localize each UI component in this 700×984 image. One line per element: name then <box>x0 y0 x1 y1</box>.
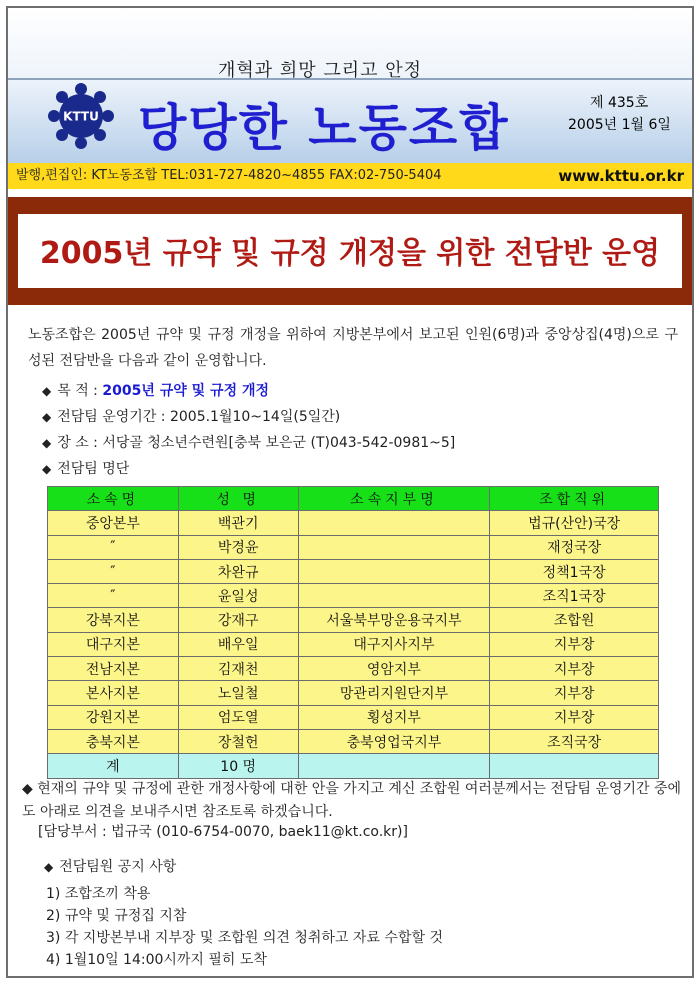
cell-position: 재정국장 <box>490 535 659 559</box>
cell-affiliation: 강북지본 <box>48 608 179 632</box>
diamond-bullet-icon: ◆ <box>42 462 52 476</box>
cell-name: 차완규 <box>178 559 298 583</box>
column-header-name: 성 명 <box>178 487 298 511</box>
bullet-purpose <box>42 380 269 400</box>
column-header-position: 조합직위 <box>490 487 659 511</box>
publisher-bar <box>8 163 692 189</box>
place-text: 장 소 : 서당골 청소년수련원[충북 보은군 (T)043-542-0981~5] <box>57 435 456 451</box>
cell-branch: 충북영업국지부 <box>298 729 490 753</box>
table-row <box>48 535 659 559</box>
cell-affiliation: ″ <box>48 535 179 559</box>
newsletter-title: 당당한 노동조합 <box>138 99 510 157</box>
purpose-value: 2005년 규약 및 규정 개정 <box>102 383 270 399</box>
diamond-bullet-icon: ◆ <box>44 860 54 874</box>
cell-name: 강재구 <box>178 608 298 632</box>
cell-name: 배우일 <box>178 632 298 656</box>
cell-branch: 대구지사지부 <box>298 632 490 656</box>
kttu-logo-icon <box>48 83 114 149</box>
cell-affiliation: 대구지본 <box>48 632 179 656</box>
cell-position: 지부장 <box>490 681 659 705</box>
cell-position: 조직국장 <box>490 729 659 753</box>
newsletter-header <box>8 8 692 163</box>
duties-title: 전담팀원 공지 사항 <box>59 859 177 875</box>
column-header-affiliation: 소속명 <box>48 487 179 511</box>
total-cell-branch <box>298 754 490 778</box>
table-row <box>48 608 659 632</box>
intro-paragraph: 노동조합은 2005년 규약 및 규정 개정을 위하여 지방본부에서 보고된 인원(6명)과 중앙상집(4명)으로 구성된 전담반을 다음과 같이 운영합니다. <box>28 327 678 369</box>
website-link[interactable]: www.kttu.or.kr <box>558 167 684 185</box>
diamond-bullet-icon: ◆ <box>42 384 52 398</box>
table-header-row <box>48 487 659 511</box>
table-row <box>48 705 659 729</box>
bullet-place <box>42 432 455 452</box>
table-row <box>48 657 659 681</box>
contact-info: [담당부서 : 법규국 (010-6754-0070, baek11@kt.co.kr)] <box>38 824 408 840</box>
cell-branch <box>298 535 490 559</box>
cell-name: 장철헌 <box>178 729 298 753</box>
table-row <box>48 511 659 535</box>
cell-name: 김재천 <box>178 657 298 681</box>
cell-branch <box>298 511 490 535</box>
cell-affiliation: 본사지본 <box>48 681 179 705</box>
slogan: 개혁과 희망 그리고 안정 <box>218 60 423 81</box>
total-cell-position <box>490 754 659 778</box>
cell-branch: 횡성지부 <box>298 705 490 729</box>
duties-heading <box>44 856 443 876</box>
cell-name: 백관기 <box>178 511 298 535</box>
cell-affiliation: 강원지본 <box>48 705 179 729</box>
period-text: 전담팀 운영기간 : 2005.1월10~14일(5일간) <box>57 409 341 425</box>
bullet-roster <box>42 458 129 478</box>
cell-branch: 망관리지원단지부 <box>298 681 490 705</box>
headline-banner <box>8 197 692 305</box>
issue-date: 2005년 1월 6일 <box>568 117 671 133</box>
table-row <box>48 584 659 608</box>
cell-position: 지부장 <box>490 632 659 656</box>
cell-affiliation: 충북지본 <box>48 729 179 753</box>
purpose-label: 목 적 : <box>57 383 103 399</box>
cell-affiliation: ″ <box>48 584 179 608</box>
duty-item: 1) 조합조끼 착용 <box>46 886 151 902</box>
issue-info <box>568 92 671 136</box>
issue-number: 제 435호 <box>590 95 649 111</box>
table-row <box>48 632 659 656</box>
cell-branch <box>298 559 490 583</box>
cell-position: 조직1국장 <box>490 584 659 608</box>
cell-branch: 서울북부망운용국지부 <box>298 608 490 632</box>
cell-position: 조합원 <box>490 608 659 632</box>
logo-text: KTTU <box>63 109 99 124</box>
cell-name: 엄도열 <box>178 705 298 729</box>
table-total-row <box>48 754 659 778</box>
duty-item: 2) 규약 및 규정집 지참 <box>46 908 187 924</box>
cell-name: 박경윤 <box>178 535 298 559</box>
roster-label: 전담팀 명단 <box>57 461 130 477</box>
cell-position: 법규(산안)국장 <box>490 511 659 535</box>
duty-item: 3) 각 지방본부내 지부장 및 조합원 의견 청취하고 자료 수합할 것 <box>46 930 443 946</box>
cell-affiliation: 중앙본부 <box>48 511 179 535</box>
cell-position: 지부장 <box>490 657 659 681</box>
cell-position: 지부장 <box>490 705 659 729</box>
table-row <box>48 681 659 705</box>
bullet-period <box>42 406 340 426</box>
cell-affiliation: ″ <box>48 559 179 583</box>
diamond-bullet-icon: ◆ <box>42 436 52 450</box>
column-header-branch: 소속지부명 <box>298 487 490 511</box>
duty-item: 4) 1월10일 14:00시까지 필히 도착 <box>46 952 267 968</box>
cell-branch <box>298 584 490 608</box>
headline: 2005년 규약 및 규정 개정을 위한 전담반 운영 <box>39 236 661 271</box>
total-cell-affiliation: 계 <box>48 754 179 778</box>
duties-section <box>40 856 443 971</box>
cell-name: 윤일성 <box>178 584 298 608</box>
diamond-bullet-icon: ◆ <box>42 410 52 424</box>
table-row <box>48 559 659 583</box>
cell-name: 노일철 <box>178 681 298 705</box>
headline-box <box>18 214 682 288</box>
roster-table <box>47 486 659 779</box>
cell-affiliation: 전남지본 <box>48 657 179 681</box>
opinion-notice: ◆ 현재의 규약 및 규정에 관한 개정사항에 대한 안을 가지고 계신 조합원 여러분께서는 전담팀 운영기간 중에도 아래로 의견을 보내주시면 참조토록 하겠습니다. <box>22 781 682 820</box>
total-cell-name: 10 명 <box>178 754 298 778</box>
cell-position: 정책1국장 <box>490 559 659 583</box>
cell-branch: 영암지부 <box>298 657 490 681</box>
publisher-info: 발행,편집인: KT노동조합 TEL:031-727-4820~4855 FAX:02-750-5404 <box>16 168 442 183</box>
table-row <box>48 729 659 753</box>
